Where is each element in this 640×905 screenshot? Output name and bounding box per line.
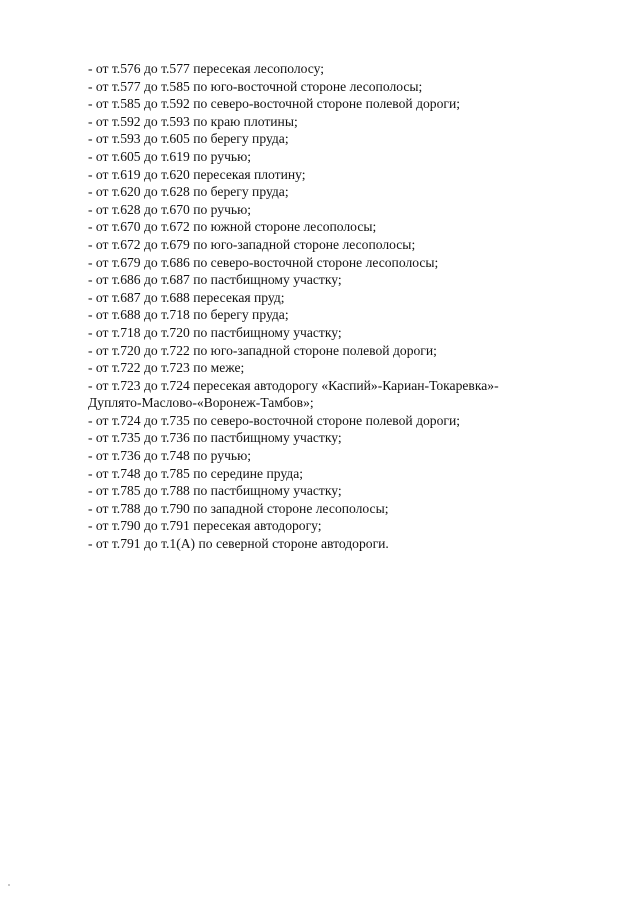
text-line: - от т.736 до т.748 по ручью;: [88, 448, 252, 464]
text-line: - от т.687 до т.688 пересекая пруд;: [88, 289, 285, 305]
boundary-description-list: [88, 60, 588, 553]
text-line: - от т.679 до т.686 по северо-восточной стороне лесополосы;: [88, 254, 439, 270]
text-line: - от т.620 до т.628 по берегу пруда;: [88, 184, 289, 200]
text-line: - от т.628 до т.670 по ручью;: [88, 201, 252, 217]
text-line: - от т.592 до т.593 по краю плотины;: [88, 113, 298, 129]
text-line: - от т.723 до т.724 пересекая автодорогу «Каспий»-Кариан-Токаревка»-: [88, 377, 499, 393]
text-line: - от т.576 до т.577 пересекая лесополосу;: [88, 61, 325, 76]
text-line: - от т.619 до т.620 пересекая плотину;: [88, 166, 306, 182]
text-line: - от т.790 до т.791 пересекая автодорогу;: [88, 518, 322, 534]
text-line: - от т.593 до т.605 по берегу пруда;: [88, 131, 289, 147]
text-line: - от т.724 до т.735 по северо-восточной стороне полевой дороги;: [88, 412, 461, 428]
text-line: - от т.688 до т.718 по берегу пруда;: [88, 307, 289, 323]
text-line: - от т.735 до т.736 по пастбищному участку;: [88, 430, 342, 446]
scan-speck: [8, 884, 10, 886]
text-line: - от т.585 до т.592 по северо-восточной стороне полевой дороги;: [88, 96, 461, 112]
text-line: - от т.785 до т.788 по пастбищному участку;: [88, 483, 342, 499]
text-line: Дуплято-Маслово-«Воронеж-Тамбов»;: [88, 395, 314, 411]
text-line: - от т.722 до т.723 по меже;: [88, 360, 245, 376]
text-line: - от т.605 до т.619 по ручью;: [88, 148, 252, 164]
text-line: - от т.718 до т.720 по пастбищному участку;: [88, 324, 342, 340]
text-line: - от т.791 до т.1(А) по северной стороне автодороги.: [88, 536, 389, 552]
text-line: - от т.577 до т.585 по юго-восточной стороне лесополосы;: [88, 78, 423, 94]
text-line: - от т.748 до т.785 по середине пруда;: [88, 465, 304, 481]
text-line: - от т.670 до т.672 по южной стороне лесополосы;: [88, 219, 377, 235]
text-line: - от т.788 до т.790 по западной стороне лесополосы;: [88, 500, 389, 516]
text-line: - от т.720 до т.722 по юго-западной стороне полевой дороги;: [88, 342, 437, 358]
text-line: - от т.686 до т.687 по пастбищному участку;: [88, 272, 342, 288]
text-line: - от т.672 до т.679 по юго-западной стороне лесополосы;: [88, 236, 416, 252]
